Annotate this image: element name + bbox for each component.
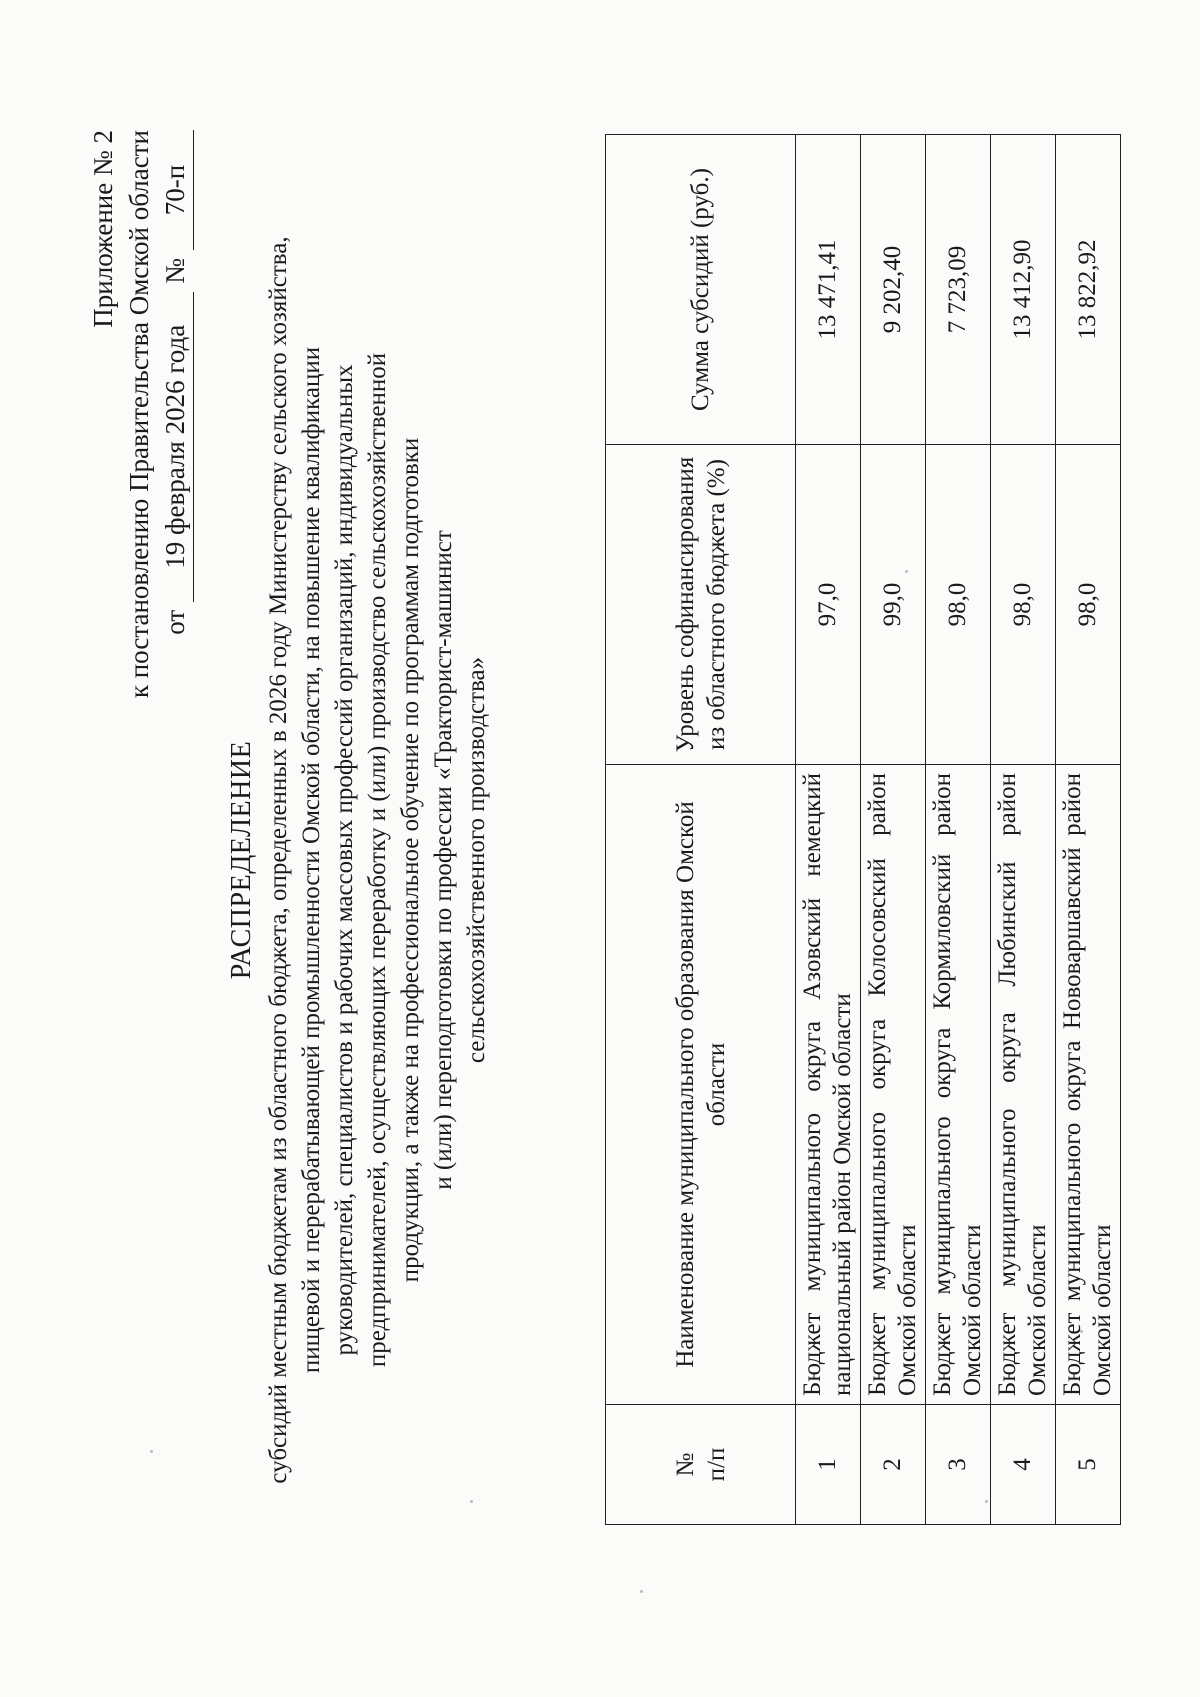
title-line: пищевой и перерабатывающей промышленности Омской области, на повышение квалификации [298, 346, 325, 1374]
table-row [991, 135, 1056, 1525]
cofinancing-level: 98,0 [926, 445, 991, 765]
subsidy-sum: 9 202,40 [861, 135, 926, 445]
title-line: сельскохозяйственного производства» [463, 656, 490, 1064]
appendix-number: Приложение № 2 [88, 130, 118, 328]
cofinancing-level: 97,0 [796, 445, 861, 765]
header-level: Уровень софинансирования из областного бюджета (%) [606, 445, 796, 765]
municipality-name: Бюджет муниципального округа Нововаршавский район Омской области [1056, 765, 1121, 1405]
header-name: Наименование муниципального образования Омской области [606, 765, 796, 1405]
cofinancing-level: 99,0 [861, 445, 926, 765]
appendix-resolution-reference: к постановлению Правительства Омской области [124, 130, 154, 699]
subsidy-distribution-table [605, 134, 1121, 1525]
header-sum: Сумма субсидий (руб.) [606, 135, 796, 445]
table-row [796, 135, 861, 1525]
subsidy-sum: 13 822,92 [1056, 135, 1121, 445]
header-num-line: п/п [702, 1447, 730, 1482]
subsidy-sum: 7 723,09 [926, 135, 991, 445]
resolution-date: 19 февраля 2026 года [157, 292, 194, 602]
header-num-line: № [671, 1452, 699, 1477]
table-row [861, 135, 926, 1525]
title-line: субсидий местным бюджетам из областного бюджета, определенных в 2026 году Министерству сельского хозяйства, [265, 236, 292, 1484]
row-number: 3 [926, 1405, 991, 1525]
table-header-row [606, 135, 796, 1525]
row-number: 5 [1056, 1405, 1121, 1525]
cofinancing-level: 98,0 [1056, 445, 1121, 765]
number-label: № [160, 258, 190, 284]
row-number: 2 [861, 1405, 926, 1525]
title-line: предпринимателей, осуществляющих переработку и (или) производство сельскохозяйственной [364, 352, 391, 1368]
row-number: 1 [796, 1405, 861, 1525]
appendix-date-line [157, 130, 194, 770]
document-title [225, 120, 493, 1600]
resolution-number: 70-п [157, 130, 194, 250]
municipality-name: Бюджет муниципального округа Кормиловский район Омской области [926, 765, 991, 1405]
table-row [1056, 135, 1121, 1525]
header-num [606, 1405, 796, 1525]
table-row [926, 135, 991, 1525]
cofinancing-level: 98,0 [991, 445, 1056, 765]
municipality-name: Бюджет муниципального округа Колосовский район Омской области [861, 765, 926, 1405]
from-label: от [160, 609, 190, 635]
rotated-document-sheet [85, 120, 1116, 1600]
appendix-header [85, 130, 194, 770]
title-line: руководителей, специалистов и рабочих массовых профессий организаций, индивидуальных [331, 364, 358, 1356]
subsidy-sum: 13 412,90 [991, 135, 1056, 445]
row-number: 4 [991, 1405, 1056, 1525]
subsidy-sum: 13 471,41 [796, 135, 861, 445]
title-line: продукции, а также на профессиональное обучение по программам подготовки [397, 437, 424, 1283]
title-line: и (или) переподготовки по профессии «Тракторист-машинист [430, 530, 457, 1190]
municipality-name: Бюджет муниципального округа Азовский немецкий национальный район Омской области [796, 765, 861, 1405]
municipality-name: Бюджет муниципального округа Любинский район Омской области [991, 765, 1056, 1405]
title-heading: РАСПРЕДЕЛЕНИЕ [226, 740, 257, 980]
